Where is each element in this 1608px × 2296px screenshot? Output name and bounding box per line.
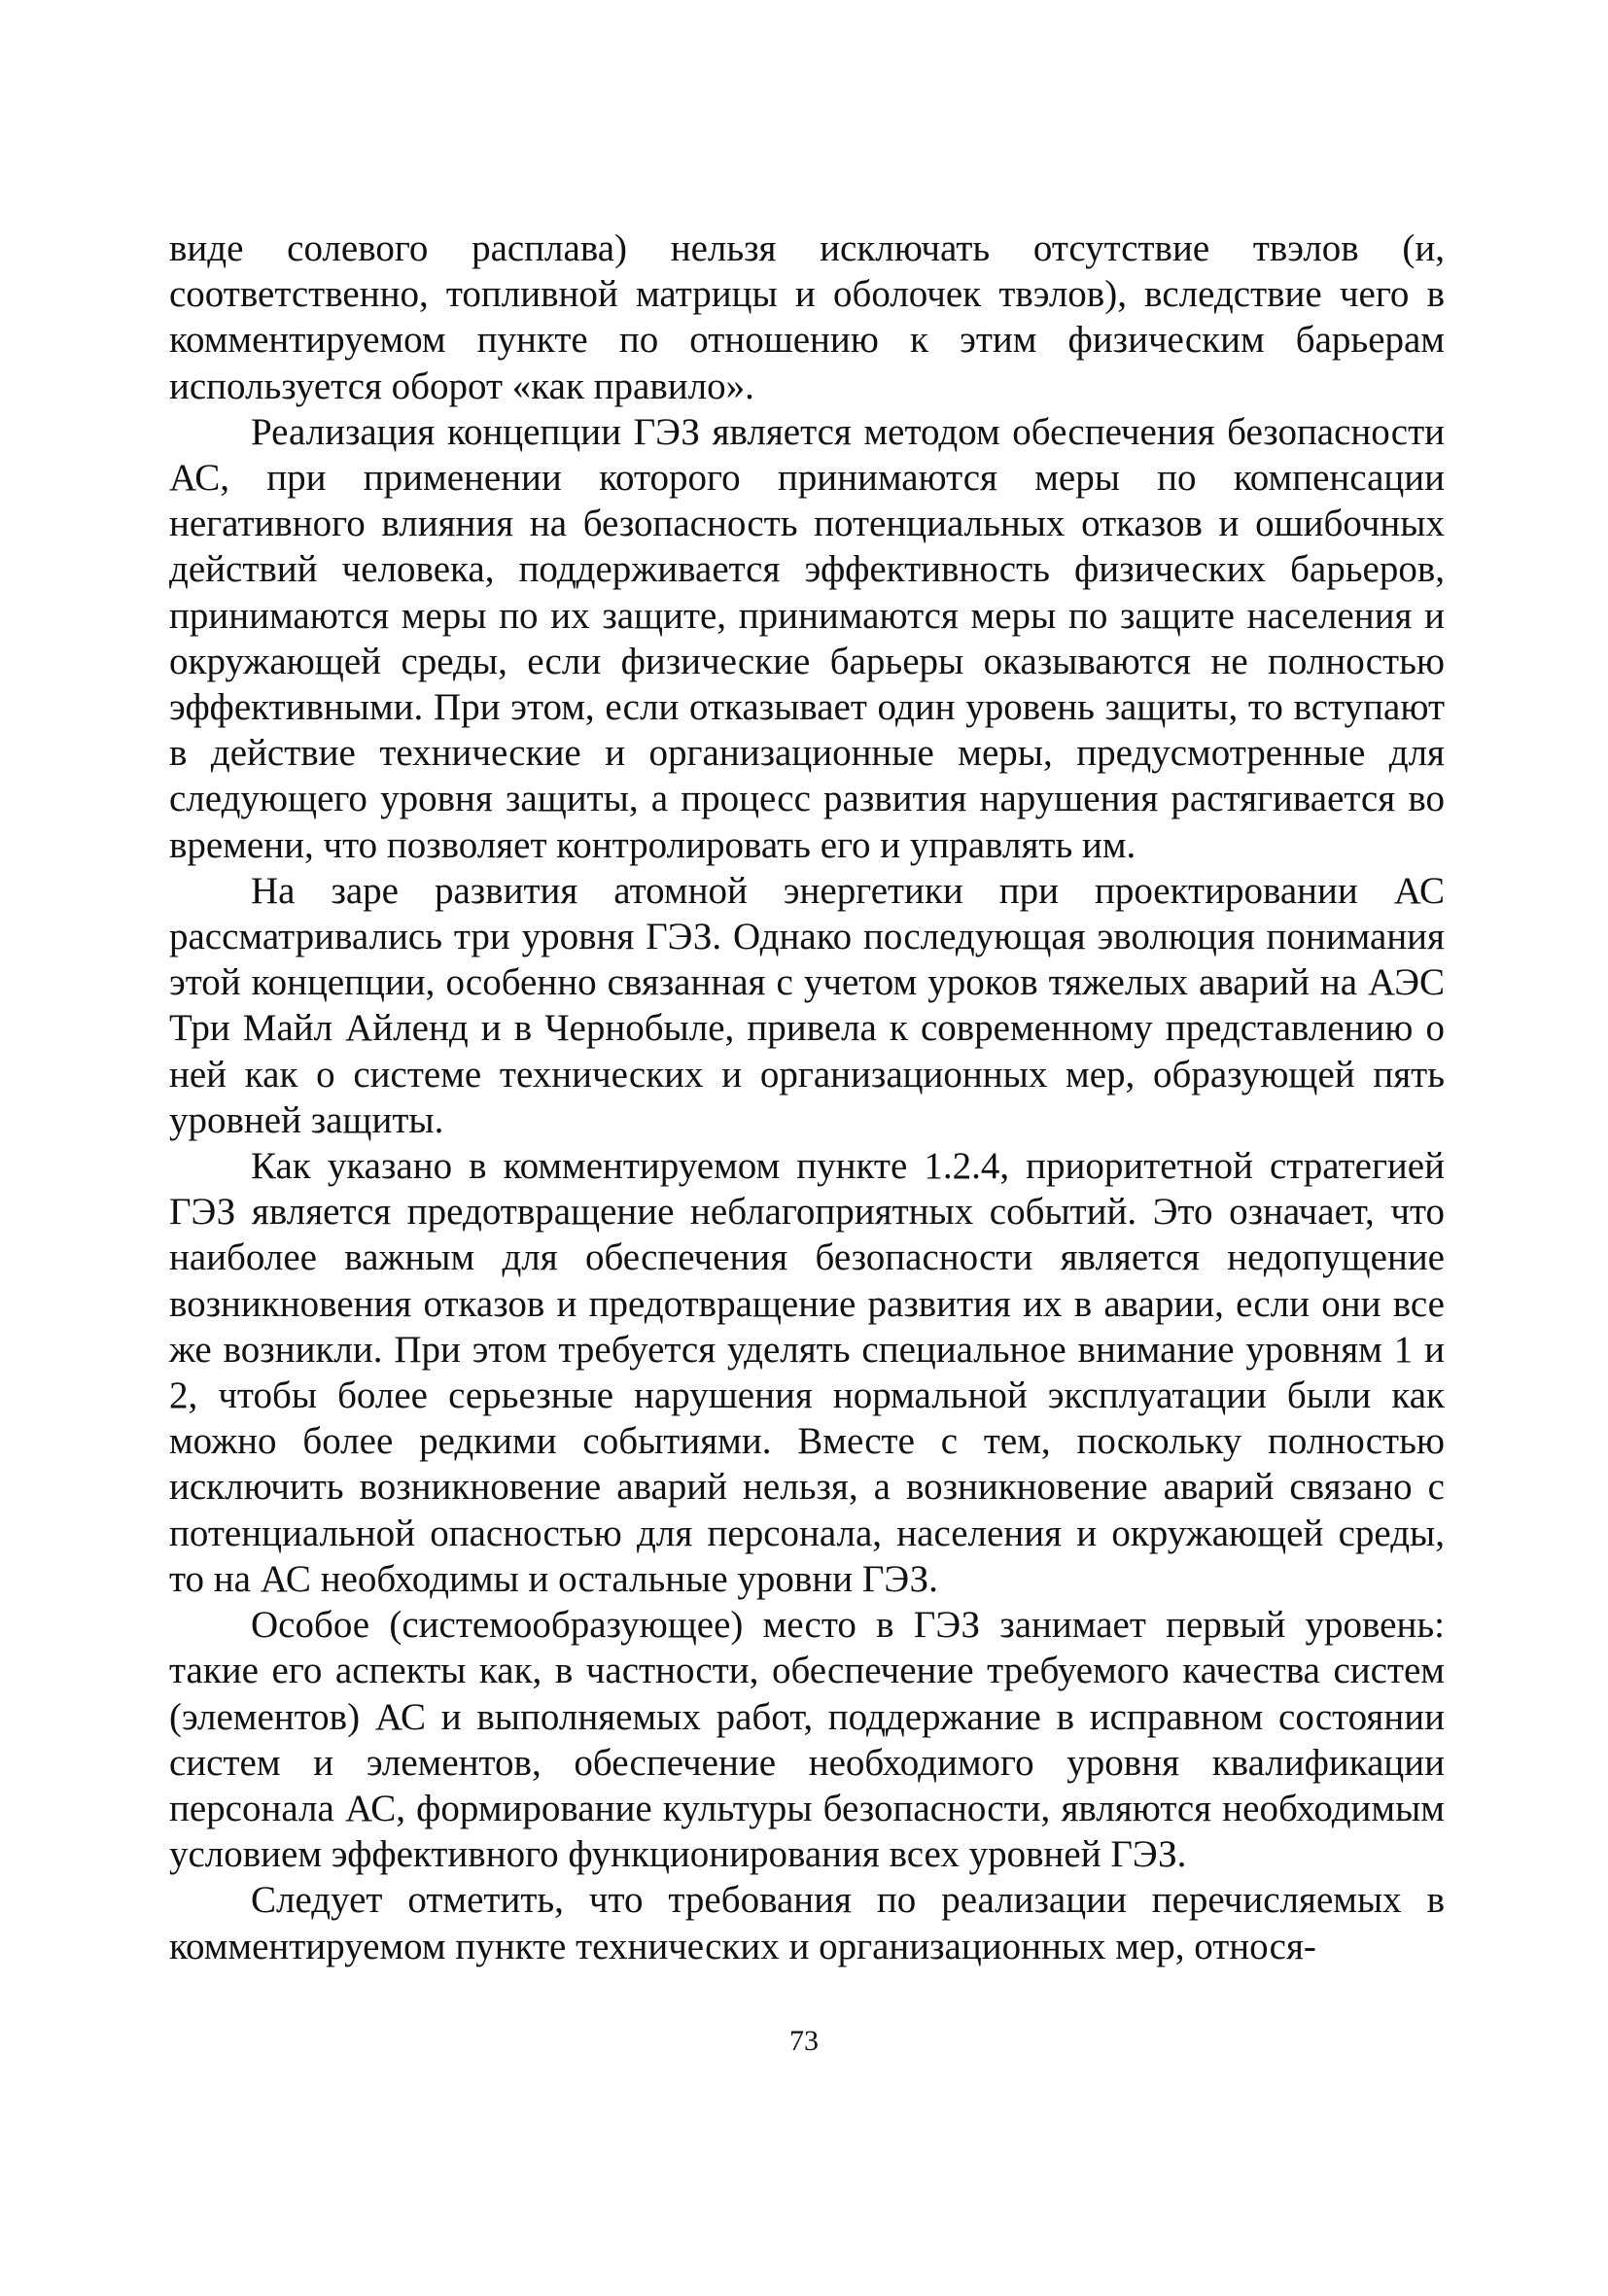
body-text <box>169 226 1445 1969</box>
paragraph-first-level: Особое (системообразующее) место в ГЭЗ занимает первый уровень: такие его аспекты как, в частности, обеспечение требуемого качества систем (элементов) АС и выполняемых работ, поддержание в исправном состоянии систем и элементов, обеспечение необходимого уровня квалификации персонала АС, формирование культуры безопасности, являются необходимым условием эффективного функционирования всех уровней ГЭЗ. <box>169 1604 1445 1876</box>
paragraph-priority-strategy: Как указано в комментируемом пункте 1.2.4, приоритетной стратегией ГЭЗ является предотвращение неблагоприятных событий. Это означает, что наиболее важным для обеспечения безопасности является недопущение возникновения отказов и предотвращение развития их в аварии, если они все же возникли. При этом требуется уделять специальное внимание уровням 1 и 2, чтобы более серьезные нарушения нормальной эксплуатации были как можно более редкими событиями. Вместе с тем, поскольку полностью исключить возникновение аварий нельзя, а возникновение аварий связано с потенциальной опасностью для персонала, населения и окружающей среды, то на АС необходимы и остальные уровни ГЭЗ. <box>169 1145 1445 1600</box>
paragraph-history: На заре развития атомной энергетики при проектировании АС рассматривались три уровня ГЭЗ. Однако последующая эволюция понимания этой концепции, особенно связанная с учетом уроков тяжелых аварий на АЭС Три Майл Айленд и в Чернобыле, привела к современному представлению о ней как о системе технических и организационных мер, образующей пять уровней защиты. <box>169 869 1445 1141</box>
paragraph-requirements: Следует отметить, что требования по реализации перечисляемых в комментируемом пункте технических и организационных мер, относя- <box>169 1879 1445 1967</box>
paragraph-continuation: виде солевого расплава) нельзя исключать отсутствие твэлов (и, соответственно, топливной матрицы и оболочек твэлов), вследствие чего в комментируемом пункте по отношению к этим физическим барьерам используется оборот «как правило». <box>169 227 1445 407</box>
paragraph-geZ-concept: Реализация концепции ГЭЗ является методом обеспечения безопасности АС, при применении которого принимаются меры по компенсации негативного влияния на безопасность потенциальных отказов и ошибочных действий человека, поддерживается эффективность физических барьеров, принимаются меры по их защите, принимаются меры по защите населения и окружающей среды, если физические барьеры оказываются не полностью эффективными. При этом, если отказывает один уровень защиты, то вступают в действие технические и организационные меры, предусмотренные для следующего уровня защиты, а процесс развития нарушения растягивается во времени, что позволяет контролировать его и управлять им. <box>169 410 1445 866</box>
page-number: 73 <box>789 2025 819 2057</box>
